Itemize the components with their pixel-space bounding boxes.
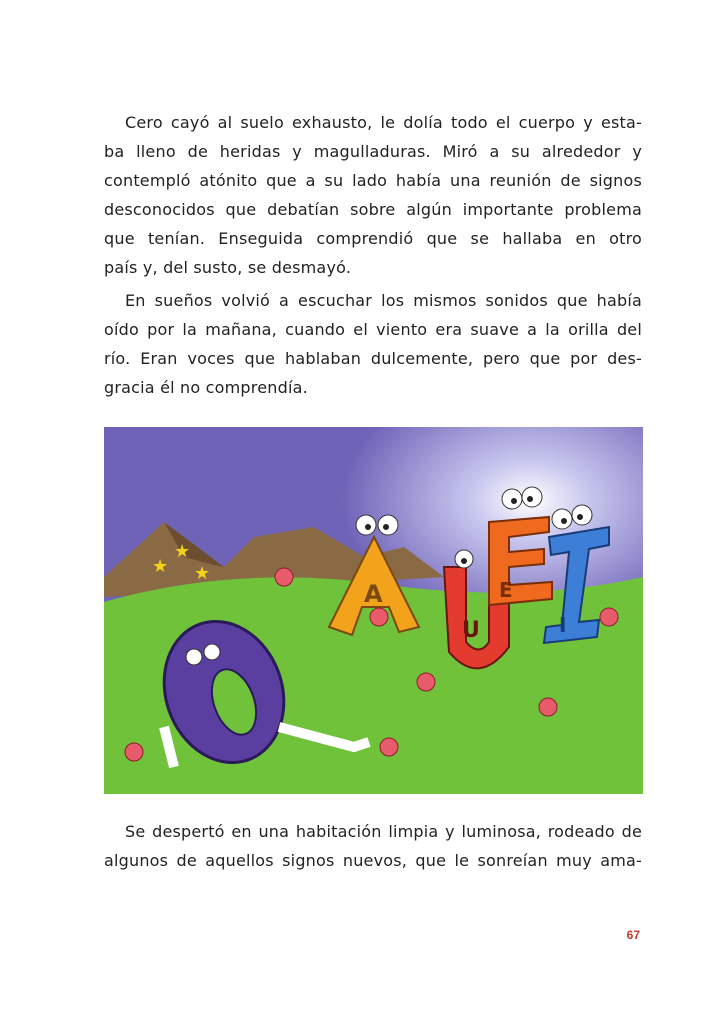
text-line: Cero cayó al suelo exhausto, le dolía todo el cuerpo y esta- — [125, 113, 642, 132]
paragraph-1 — [104, 108, 642, 282]
text-line: río. Eran voces que hablaban dulcemente, pero que por des- — [104, 349, 642, 368]
text-line: contempló atónito que a su lado había una reunión de signos — [104, 171, 642, 190]
text-line: que tenían. Enseguida comprendió que se hallaba en otro — [104, 229, 642, 248]
text-line: oído por la mañana, cuando el viento era suave a la orilla del — [104, 320, 642, 339]
svg-text:★: ★ — [174, 541, 191, 562]
letter-i-glyph: I — [559, 613, 567, 637]
text-line: desconocidos que debatían sobre algún importante problema — [104, 200, 642, 219]
letter-e-glyph: E — [499, 578, 513, 602]
text-line: gracia él no comprendía. — [104, 378, 308, 397]
text-line: país y, del susto, se desmayó. — [104, 258, 352, 277]
paragraph-2 — [104, 286, 642, 402]
svg-text:★: ★ — [194, 563, 211, 584]
letter-u-glyph: U — [462, 618, 480, 643]
page-number: 67 — [626, 928, 640, 942]
text-line: algunos de aquellos signos nuevos, que le sonreían muy ama- — [104, 851, 642, 870]
paragraph-3 — [104, 817, 642, 875]
svg-text:★: ★ — [152, 556, 169, 577]
letter-a-glyph: A — [364, 580, 383, 608]
text-line: Se despertó en una habitación limpia y luminosa, rodeado de — [125, 822, 642, 841]
illustration — [104, 427, 643, 794]
text-line: En sueños volvió a escuchar los mismos sonidos que había — [125, 291, 642, 310]
text-line: ba lleno de heridas y magulladuras. Miró a su alrededor y — [104, 142, 642, 161]
